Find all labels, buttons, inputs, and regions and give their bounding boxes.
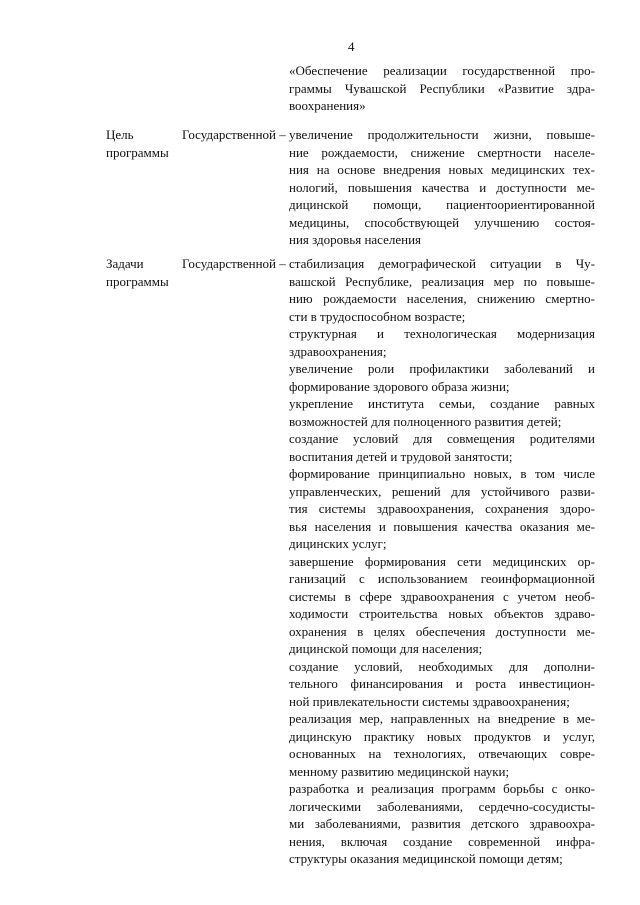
text-line: медицины, способствующей улучшению состоя- — [289, 214, 595, 230]
text-line: нию рождаемости населения, снижению смертно- — [289, 291, 595, 306]
text-line: системы в сфере здравоохранения с учетом необ- — [289, 588, 595, 604]
text-line: менному развитию медицинской науки; — [289, 763, 510, 779]
goal-row — [106, 126, 595, 249]
text-line: нения, включая создание современной инфра- — [289, 833, 595, 849]
text-line: граммы Чувашской Республики «Развитие здра- — [289, 80, 595, 96]
task-item — [289, 395, 595, 430]
task-item — [289, 430, 595, 465]
label-line: Цель Государственной — [106, 127, 276, 142]
text-line: структуры оказания медицинской помощи детям; — [289, 851, 563, 866]
task-item — [289, 710, 595, 780]
text-line: ной привлекательности системы здравоохранения; — [289, 693, 570, 709]
text-line: логическими заболеваниями, сердечно-сосудисты- — [289, 798, 595, 814]
text-line: ния здоровья населения — [289, 232, 422, 247]
text-line: формирование здорового образа жизни; — [289, 378, 510, 394]
task-item — [289, 325, 595, 360]
text-line: дицинских услуг; — [289, 536, 387, 551]
text-line: «Обеспечение реализации государственной про- — [289, 63, 595, 78]
task-item — [289, 360, 595, 395]
text-line: сти в трудоспособном возрасте; — [289, 308, 466, 324]
task-item — [289, 780, 595, 868]
text-line: ходимости строительства новых объектов здраво- — [289, 606, 595, 621]
program-title-continuation — [289, 62, 595, 115]
text-line: здравоохранения; — [289, 343, 387, 359]
text-line: охранения в целях обеспечения доступности ме- — [289, 623, 595, 639]
text-line: тельного финансирования и роста инвестицион- — [289, 676, 595, 691]
page-number: 4 — [348, 39, 355, 54]
dash-separator: – — [279, 256, 286, 271]
text-line: укрепление института семьи, создание равных — [289, 396, 595, 411]
text-line: вья населения и повышения качества оказания ме- — [289, 518, 595, 534]
label-line: Задачи Государственной — [106, 256, 276, 271]
text-line: нологий, повышения качества и доступности ме- — [289, 179, 595, 195]
text-line: создание условий для совмещения родителями — [289, 431, 595, 446]
dash-separator: – — [279, 127, 286, 142]
text-line: увеличение продолжительности жизни, повыше- — [289, 127, 595, 142]
text-line: ми заболеваниями, развития детского здравоохра- — [289, 816, 595, 831]
text-line: управленческих, решений для устойчивого разви- — [289, 483, 595, 499]
task-item — [289, 553, 595, 658]
text-line: завершение формирования сети медицинских ор- — [289, 553, 595, 569]
text-line: ние рождаемости, снижение смертности населе- — [289, 144, 595, 160]
tasks-text — [289, 255, 595, 868]
text-line: формирование принципиально новых, в том числе — [289, 466, 595, 481]
text-line: вашской Республике, реализация мер по повыше- — [289, 273, 595, 289]
text-line: воохранения» — [289, 98, 366, 113]
text-line: дицинской помощи, пациентоориентированной — [289, 197, 595, 212]
text-line: возможностей для полноценного развития детей; — [289, 413, 562, 429]
task-item — [289, 465, 595, 553]
task-item — [289, 255, 595, 325]
text-line: разработка и реализация программ борьбы с онко- — [289, 781, 595, 796]
text-line: создание условий, необходимых для дополни- — [289, 658, 595, 674]
goal-text — [289, 126, 595, 249]
tasks-label — [106, 255, 276, 290]
text-line: основанных на технологиях, отвечающих совре- — [289, 746, 595, 761]
task-item — [289, 658, 595, 711]
text-line: воспитания детей и трудовой занятости; — [289, 448, 513, 464]
text-line: реализация мер, направленных на внедрение в ме- — [289, 711, 595, 726]
text-line: ганизаций с использованием геоинформационной — [289, 571, 595, 586]
text-line: стабилизация демографической ситуации в Чу- — [289, 256, 595, 271]
text-line: структурная и технологическая модернизация — [289, 326, 595, 341]
tasks-row — [106, 255, 595, 868]
text-line: дицинскую практику новых продуктов и услуг, — [289, 728, 595, 744]
text-line: тия системы здравоохранения, сохранения здоро- — [289, 501, 595, 516]
text-line: увеличение роли профилактики заболеваний и — [289, 361, 595, 376]
text-line: дицинской помощи для населения; — [289, 641, 483, 656]
goal-label — [106, 126, 276, 161]
label-line: программы — [106, 144, 169, 160]
label-line: программы — [106, 273, 169, 289]
text-line: ния на основе внедрения новых медицинских тех- — [289, 162, 595, 177]
